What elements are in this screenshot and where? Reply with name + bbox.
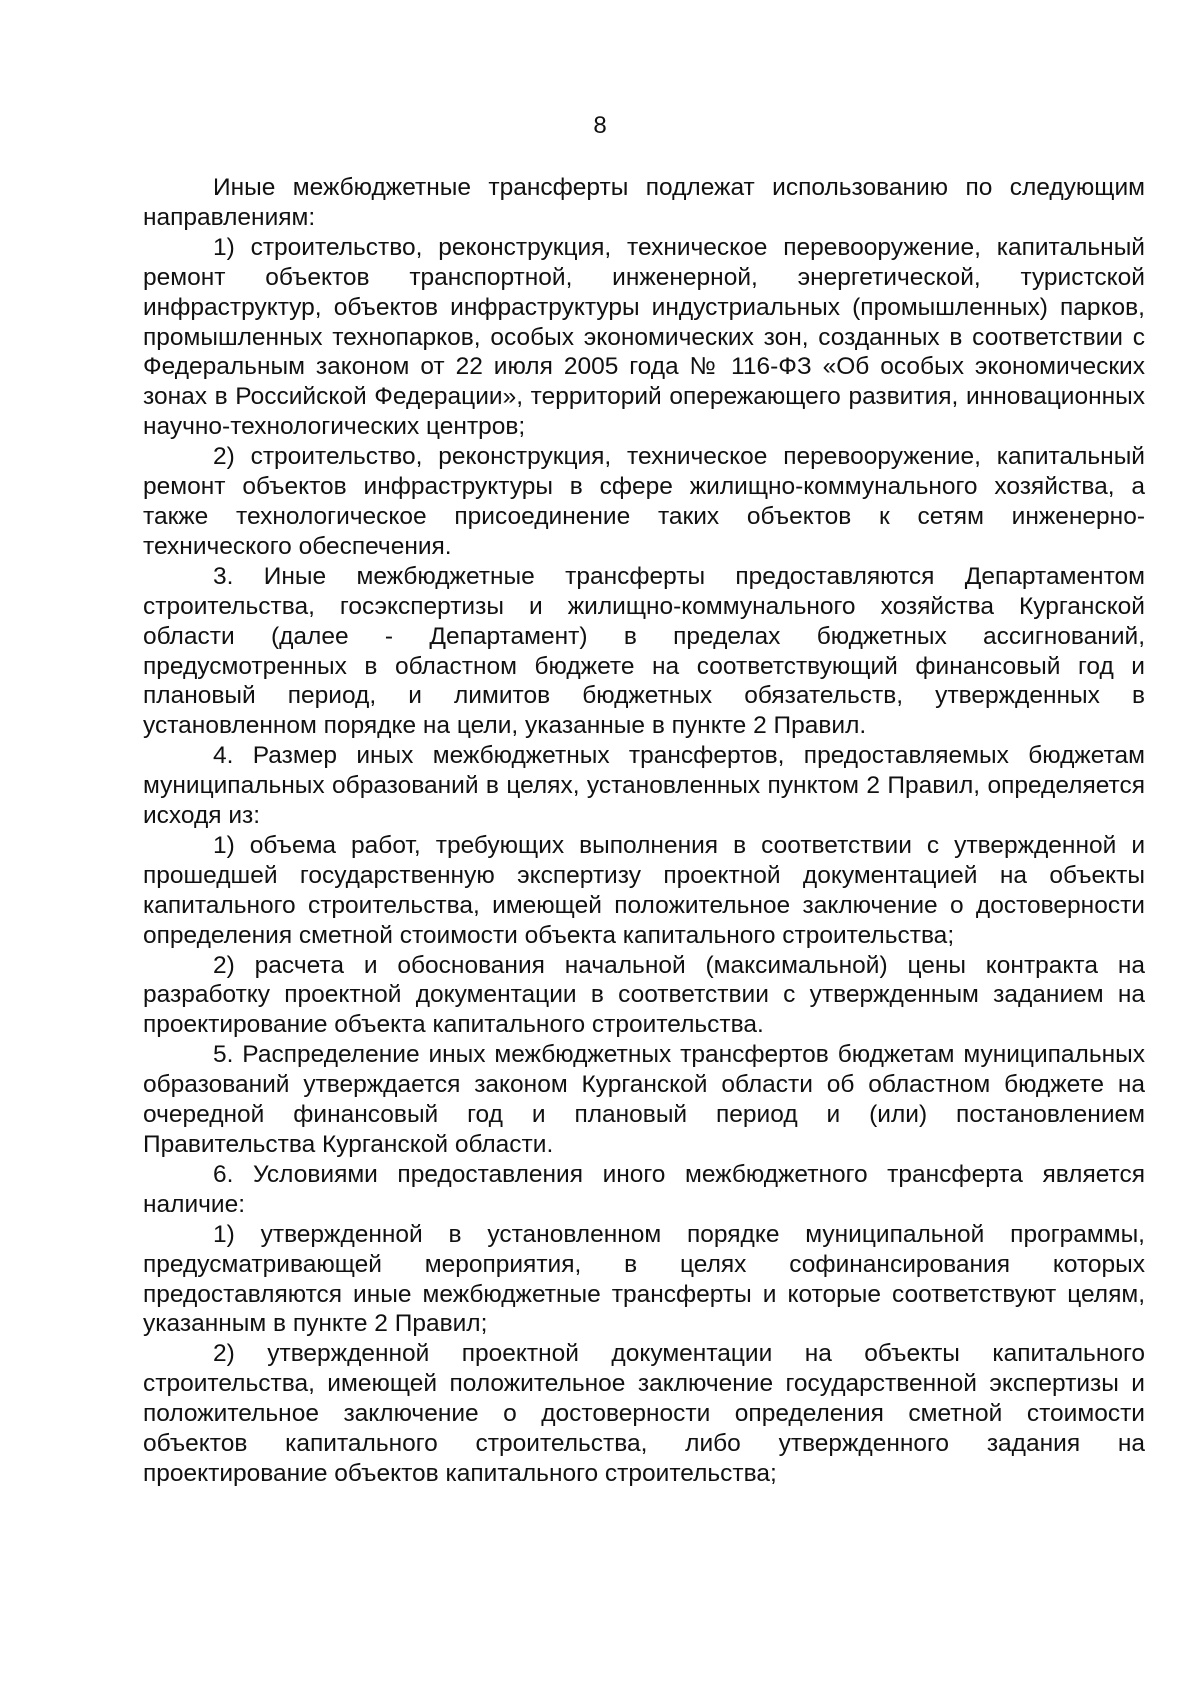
paragraph-section-6: 6. Условиями предоставления иного межбюджетного трансферта является наличие:	[143, 1160, 1145, 1218]
document-body	[143, 173, 1145, 1489]
paragraph-section-4: 4. Размер иных межбюджетных трансфертов, предоставляемых бюджетам муниципальных образований в целях, установленных пунктом 2 Правил, определяется исходя из:	[143, 742, 1145, 830]
paragraph-section-4-item-1: 1) объема работ, требующих выполнения в соответствии с утвержденной и прошедшей государственную экспертизу проектной документацией на объекты капитального строительства, имеющей положительное заключение о достоверности определения сметной стоимости объекта капитального строительства;	[143, 831, 1145, 949]
paragraph-section-3: 3. Иные межбюджетные трансферты предоставляются Департаментом строительства, госэкспертизы и жилищно-коммунального хозяйства Курганской области (далее - Департамент) в пределах бюджетных ассигнований, предусмотренных в областном бюджете на соответствующий финансовый год и плановый период, и лимитов бюджетных обязательств, утвержденных в установленном порядке на цели, указанные в пункте 2 Правил.	[143, 562, 1145, 740]
paragraph-item-1-construction-infrastructure: 1) строительство, реконструкция, техническое перевооружение, капитальный ремонт объектов транспортной, инженерной, энергетической, туристской инфраструктур, объектов инфраструктуры индустриальных (промышленных) парков, промышленных технопарков, особых экономических зон, созданных в соответствии с Федеральным законом от 22 июля 2005 года № 116-ФЗ «Об особых экономических зонах в Российской Федерации», территорий опережающего развития, инновационных научно-технологических центров;	[143, 233, 1145, 441]
page-number: 8	[593, 112, 607, 139]
paragraph-section-6-item-2: 2) утвержденной проектной документации на объекты капитального строительства, имеющей положительное заключение государственной экспертизы и положительное заключение о достоверности определения сметной стоимости объектов капитального строительства, либо утвержденного задания на проектирование объектов капитального строительства;	[143, 1340, 1145, 1487]
paragraph-section-6-item-1: 1) утвержденной в установленном порядке муниципальной программы, предусматривающей мероприятия, в целях софинансирования которых предоставляются иные межбюджетные трансферты и которые соответствуют целям, указанным в пункте 2 Правил;	[143, 1220, 1145, 1338]
paragraph-item-2-construction-housing-utilities: 2) строительство, реконструкция, техническое перевооружение, капитальный ремонт объектов инфраструктуры в сфере жилищно-коммунального хозяйства, а также технологическое присоединение таких объектов к сетям инженерно-технического обеспечения.	[143, 443, 1145, 560]
paragraph-intro: Иные межбюджетные трансферты подлежат использованию по следующим направлениям:	[143, 174, 1145, 231]
paragraph-section-5: 5. Распределение иных межбюджетных трансфертов бюджетам муниципальных образований утверждается законом Курганской области об областном бюджете на очередной финансовый год и плановый период и (или) постановлением Правительства Курганской области.	[143, 1041, 1145, 1158]
paragraph-section-4-item-2: 2) расчета и обоснования начальной (максимальной) цены контракта на разработку проектной документации в соответствии с утвержденным заданием на проектирование объекта капитального строительства.	[143, 951, 1145, 1039]
